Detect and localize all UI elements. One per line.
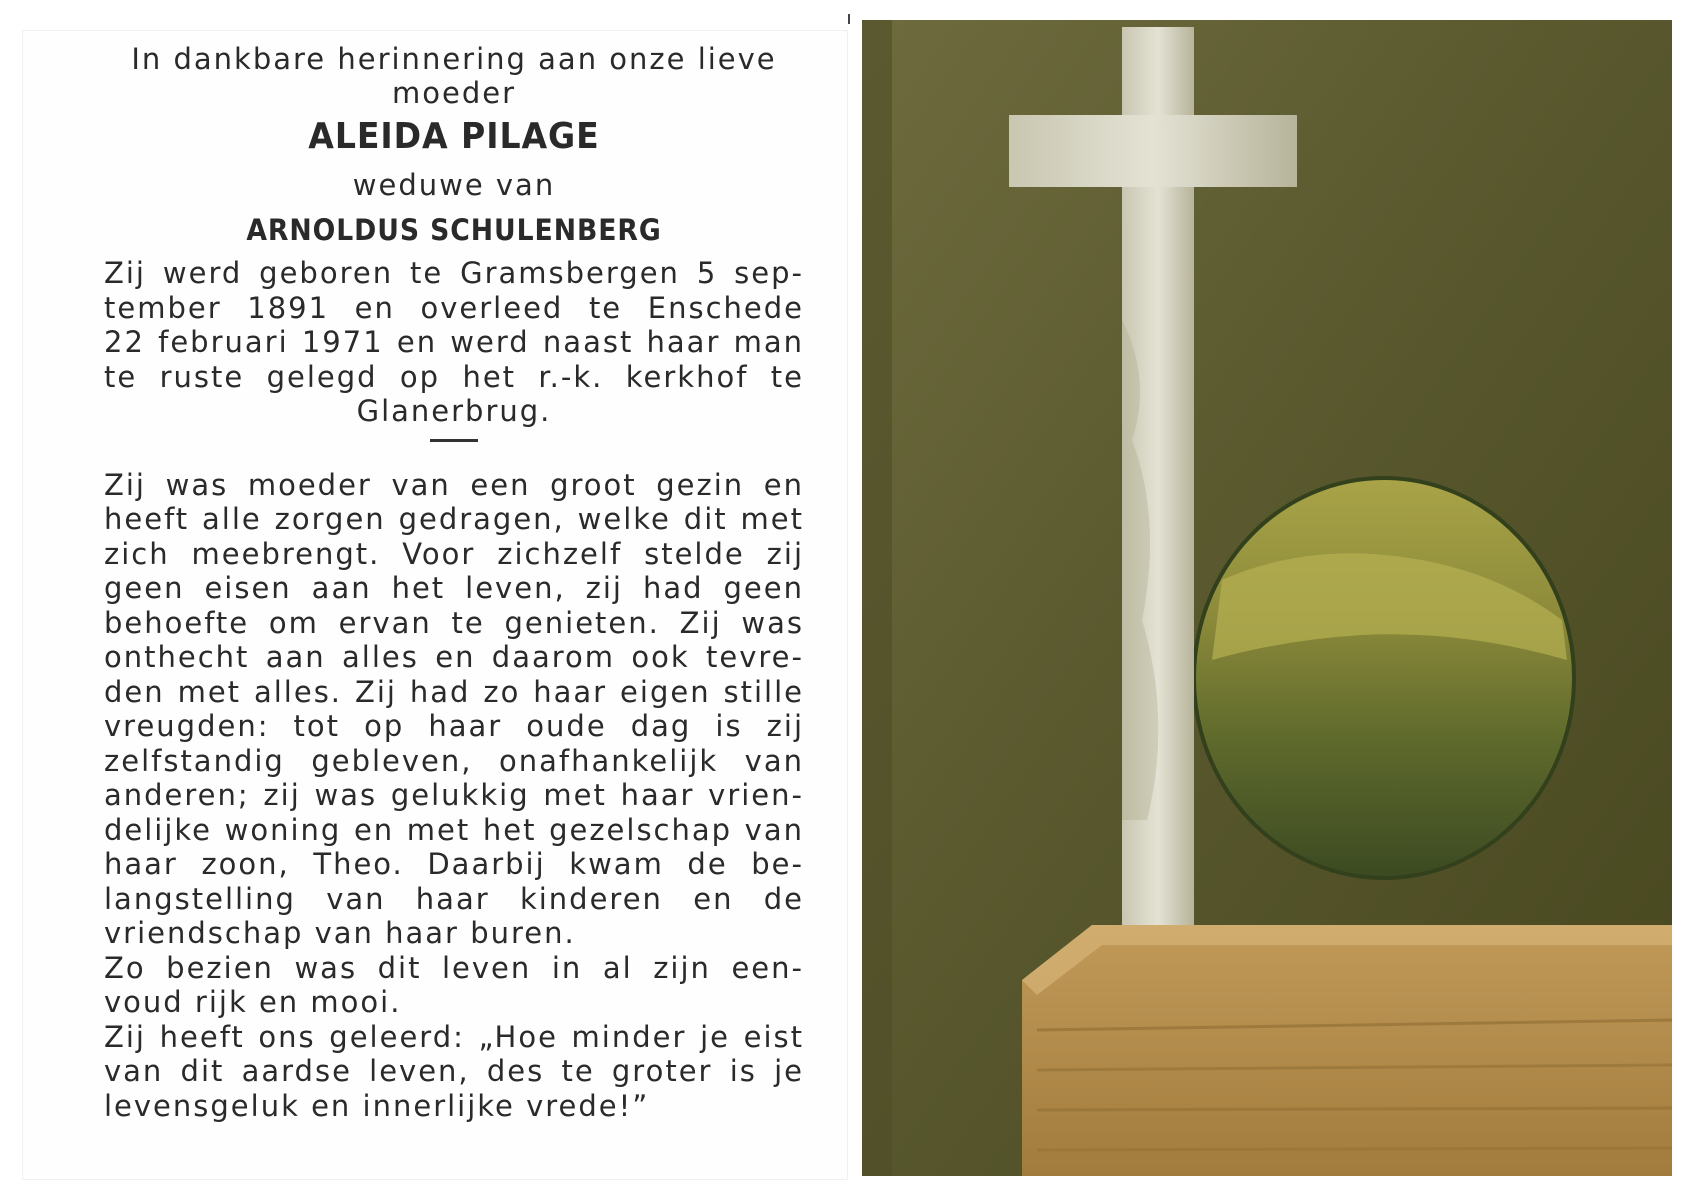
text-line: behoefte om ervan te genieten. Zij was (104, 605, 804, 640)
text-line: van dit aardse leven, des te groter is je (104, 1054, 804, 1088)
wood-grain (1037, 1148, 1672, 1150)
text-line: tember 1891 en overleed te Enschede (104, 290, 804, 325)
intro-line: In dankbare herinnering aan onze lieve (131, 42, 777, 76)
intro-text (104, 42, 804, 110)
cross-and-stone-illustration (862, 20, 1672, 1176)
round-stone (1194, 478, 1574, 878)
memorial-text-panel (22, 30, 848, 1180)
widow-of-label: weduwe van (352, 168, 556, 202)
text-line: 22 februari 1971 en werd naast haar man (104, 325, 804, 359)
text-line: levensgeluk en innerlijke vrede!” (104, 1088, 650, 1123)
text-line: langstelling van haar kinderen en de (104, 881, 804, 916)
intro-line: moeder (391, 76, 516, 110)
text-line: Zij heeft ons geleerd: „Hoe minder je eist (104, 1019, 804, 1054)
divider (430, 439, 478, 442)
wood-grain (1037, 1108, 1672, 1110)
text-line: zich meebrengt. Voor zichzelf stelde zij (104, 536, 804, 571)
text-line: Zij was moeder van een groot gezin en (104, 467, 804, 502)
cross-photo (862, 20, 1672, 1176)
wooden-table (1022, 925, 1672, 1176)
text-line: den met alles. Zij had zo haar eigen stille (104, 674, 804, 709)
photo-left-shadow (862, 20, 892, 1176)
text-line: vreugden: tot op haar oude dag is zij (104, 709, 804, 743)
deceased-name: ALEIDA PILAGE (308, 116, 600, 157)
text-line: delijke woning en met het gezelschap van (104, 812, 804, 847)
cross-horizontal-beam (1009, 115, 1297, 187)
closing-paragraph (104, 951, 804, 1020)
text-line: onthecht aan alles en daarom ook tevre- (104, 640, 804, 674)
text-line: vriendschap van haar buren. (104, 916, 576, 950)
text-line: Zo bezien was dit leven in al zijn een- (104, 950, 804, 985)
scan-edge-mark (848, 14, 850, 24)
text-line: Zij werd geboren te Gramsbergen 5 sep- (104, 256, 804, 290)
text-line: heeft alle zorgen gedragen, welke dit met (104, 502, 804, 536)
text-line: te ruste gelegd op het r.-k. kerkhof te (104, 359, 804, 394)
text-line: anderen; zij was gelukkig met haar vrien- (104, 778, 804, 812)
quote-paragraph (104, 1020, 804, 1124)
text-line: zelfstandig gebleven, onafhankelijk van (104, 743, 804, 778)
text-line: geen eisen aan het leven, zij had geen (104, 571, 804, 605)
text-line: voud rijk en mooi. (104, 985, 402, 1019)
text-line: haar zoon, Theo. Daarbij kwam de be- (104, 847, 804, 881)
text-line: Glanerbrug. (356, 394, 552, 428)
husband-name: ARNOLDUS SCHULENBERG (246, 213, 662, 247)
birth-death-paragraph (104, 256, 804, 429)
memorial-text-column (104, 42, 804, 1123)
tribute-paragraph (104, 468, 804, 951)
